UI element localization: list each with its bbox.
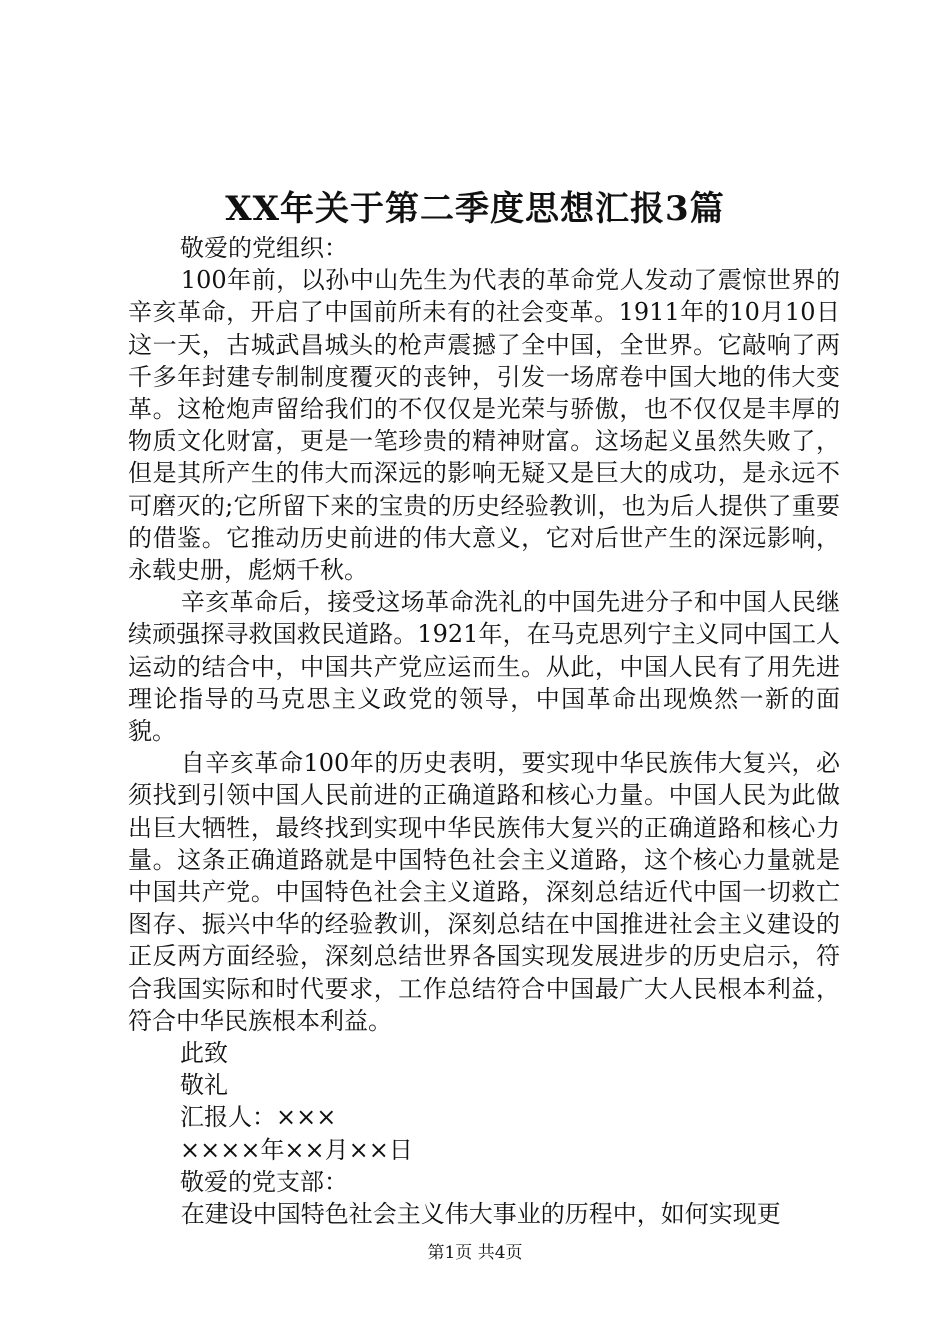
body-paragraph-3: 自辛亥革命100年的历史表明，要实现中华民族伟大复兴，必须找到引领中国人民前进的正确道路和核心力量。中国人民为此做出巨大牺牲，最终找到实现中华民族伟大复兴的正确道路和核心力量。这条正确道路就是中国特色社会主义道路，这个核心力量就是中国共产党。中国特色社会主义道路，深刻总结近代中国一切救亡图存、振兴中华的经验教训，深刻总结在中国推进社会主义建设的正反两方面经验，深刻总结世界各国实现发展进步的历史启示，符合我国实际和时代要求，工作总结符合中国最广大人民根本利益，符合中华民族根本利益。 [128,749,840,1035]
body-paragraph-2: 辛亥革命后，接受这场革命洗礼的中国先进分子和中国人民继续顽强探寻救国救民道路。1921年，在马克思列宁主义同中国工人运动的结合中，中国共产党应运而生。从此，中国人民有了用先进理论指导的马克思主义政党的领导，中国革命出现焕然一新的面貌。 [128,588,840,746]
salutation: 敬爱的党组织： [180,234,348,262]
document-body [128,232,840,1230]
page-footer: 第1页 共4页 [427,1243,523,1263]
body-paragraph-1: 100年前，以孙中山先生为代表的革命党人发动了震惊世界的辛亥革命，开启了中国前所未有的社会变革。1911年的10月10日这一天，古城武昌城头的枪声震撼了全中国，全世界。它敲响了两千多年封建专制制度覆灭的丧钟，引发一场席卷中国大地的伟大变革。这枪炮声留给我们的不仅仅是光荣与骄傲，也不仅仅是丰厚的物质文化财富，更是一笔珍贵的精神财富。这场起义虽然失败了，但是其所产生的伟大而深远的影响无疑又是巨大的成功，是永远不可磨灭的;它所留下来的宝贵的历史经验教训，也为后人提供了重要的借鉴。它推动历史前进的伟大意义，它对后世产生的深远影响，永载史册，彪炳千秋。 [128,266,840,585]
closing-line-2: 敬礼 [180,1071,228,1100]
date-line: ××××年××月××日 [180,1135,413,1164]
salutation-2: 敬爱的党支部： [180,1167,348,1196]
closing-line-1: 此致 [180,1039,228,1068]
document-title: XX年关于第二季度思想汇报3篇 [225,189,725,229]
body-paragraph-next: 在建设中国特色社会主义伟大事业的历程中，如何实现更 [180,1200,781,1229]
reporter-line: 汇报人：××× [180,1103,337,1132]
